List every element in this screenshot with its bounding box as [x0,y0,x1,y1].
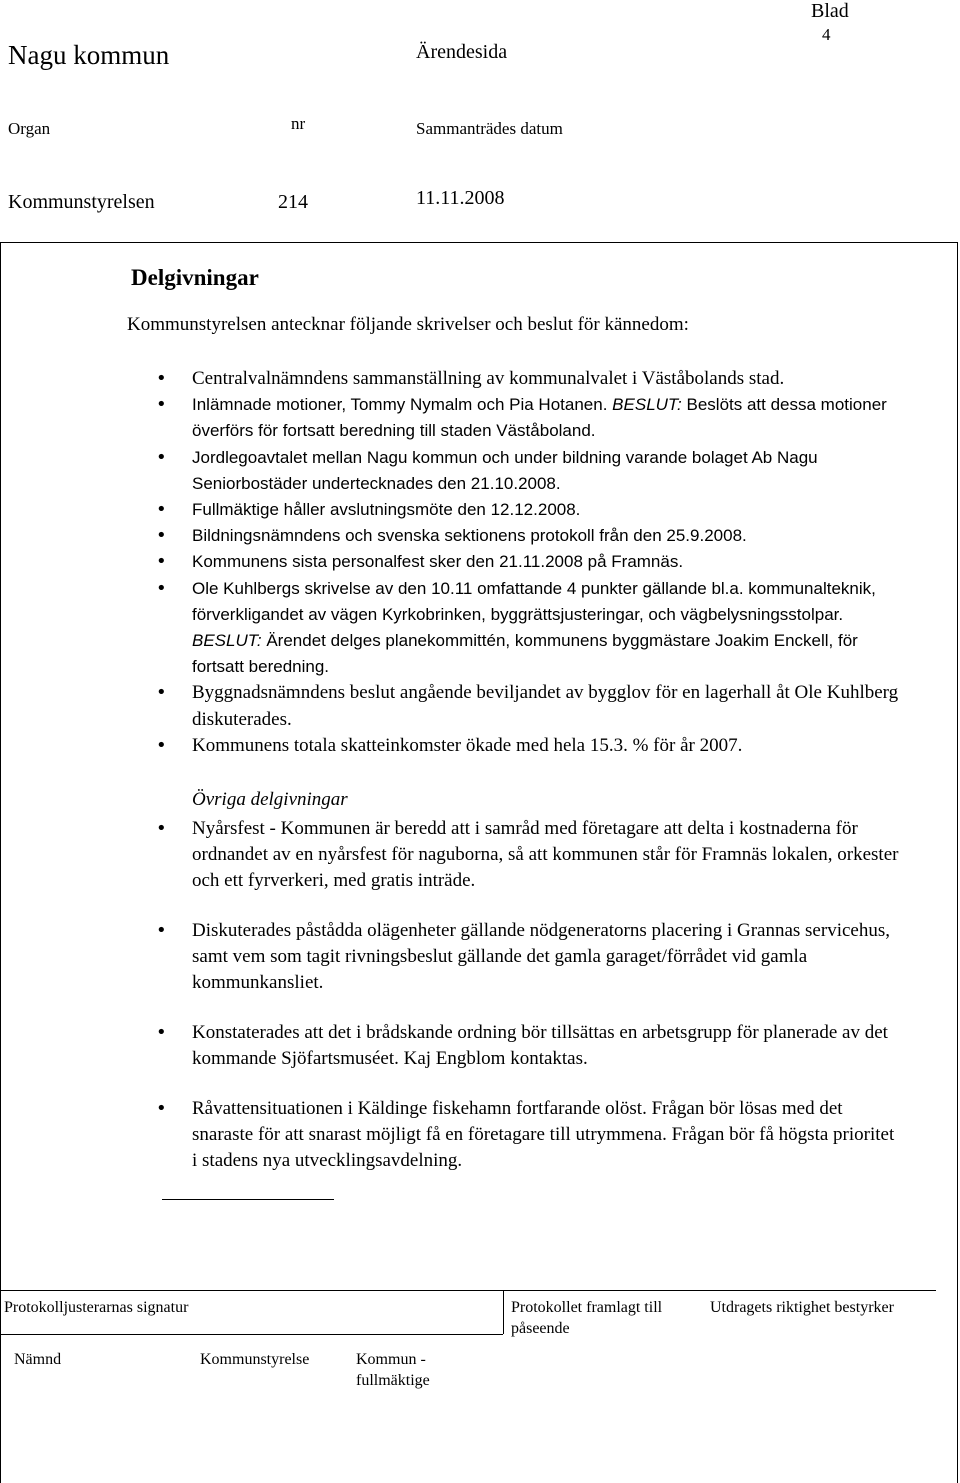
footer-col-fullmaktige: Kommun - fullmäktige [356,1351,430,1389]
municipality-name: Nagu kommun [8,40,170,70]
organ-label: Organ [8,119,51,138]
notice-list [0,366,960,759]
other-notice-list [0,816,960,1174]
displayed-label: Protokollet framlagt till påseende [511,1299,663,1337]
footer-divider [503,1290,504,1334]
decision-label: BESLUT: [612,395,682,415]
footer-rule [0,1290,936,1291]
list-item: • Råvattensituationen i Käldinge fiskehamn fortfarande olöst. Frågan bör lösas med det snaraste för att snarast möjligt få en företagare till utrymmena. Frågan bör få högsta prioritet i stadens nya utvecklingsavdelning. [0,1096,902,1174]
footer-col-kommunstyrelse: Kommunstyrelse [200,1351,310,1368]
list-item: • Bildningsnämndens och svenska sektionens protokoll från den 25.9.2008. [0,523,902,549]
other-notices-heading: Övriga delgivningar [192,789,348,810]
footer-col-namnd: Nämnd [14,1351,62,1368]
list-item: • Nyårsfest - Kommunen är beredd att i samråd med företagare att delta i kostnaderna för ordnandet av en nyårsfest för naguborna, så att kommunen står för Framnäs lokalen, orkester och ett fyrverkeri, med gratis inträde. [0,816,902,894]
meeting-date-value: 11.11.2008 [416,187,505,209]
section-heading: Delgivningar [131,265,259,290]
footer-inner-rule [0,1334,503,1335]
list-item: • Inlämnade motioner, Tommy Nymalm och Pia Hotanen. BESLUT: Beslöts att dessa motioner överförs för fortsatt beredning till staden Väståboland. [0,392,902,444]
list-item: • Byggnadsnämndens beslut angående beviljandet av bygglov för en lagerhall åt Ole Kuhlberg diskuterades. [0,680,902,732]
list-item: • Centralvalnämndens sammanställning av kommunalvalet i Väståbolands stad. [0,366,902,392]
decision-label: BESLUT: [192,631,262,651]
document-type: Ärendesida [416,41,508,63]
section-intro: Kommunstyrelsen antecknar följande skrivelser och beslut för kännedom: [127,314,689,335]
list-item: • Fullmäktige håller avslutningsmöte den 12.12.2008. [0,497,902,523]
end-rule [162,1199,334,1200]
nr-value: 214 [278,191,308,213]
nr-label: nr [291,114,306,133]
list-item: • Diskuterades påstådda olägenheter gällande nödgeneratorns placering i Grannas servicehus, samt vem som tagit rivningsbeslut gällande det gamla garaget/förrådet vid gamla kommunkansliet. [0,918,902,996]
organ-value: Kommunstyrelsen [8,191,155,213]
list-item: • Ole Kuhlbergs skrivelse av den 10.11 omfattande 4 punkter gällande bl.a. kommunalteknik, förverkligandet av vägen Kyrkobrinken, byggrättsjusteringar, och vägbelysningsstolpar. BESLUT: Ärendet delges planekommittén, kommunens byggmästare Joakim Enckell, för fortsatt beredning. [0,576,902,681]
list-item: • Kommunens totala skatteinkomster ökade med hela 15.3. % för år 2007. [0,733,902,759]
list-item: • Kommunens sista personalfest sker den 21.11.2008 på Framnäs. [0,549,902,575]
sheet-label: Blad [811,0,849,22]
certified-label: Utdragets riktighet bestyrker [710,1299,894,1316]
signature-label: Protokolljusterarnas signatur [4,1299,189,1316]
list-item: • Jordlegoavtalet mellan Nagu kommun och under bildning varande bolaget Ab Nagu Seniorbostäder undertecknades den 21.10.2008. [0,445,902,497]
list-item: • Konstaterades att det i brådskande ordning bör tillsättas en arbetsgrupp för planerade av det kommande Sjöfartsmuséet. Kaj Engblom kontaktas. [0,1020,902,1072]
sheet-number: 4 [822,25,831,44]
meeting-date-label: Sammanträdes datum [416,119,563,138]
